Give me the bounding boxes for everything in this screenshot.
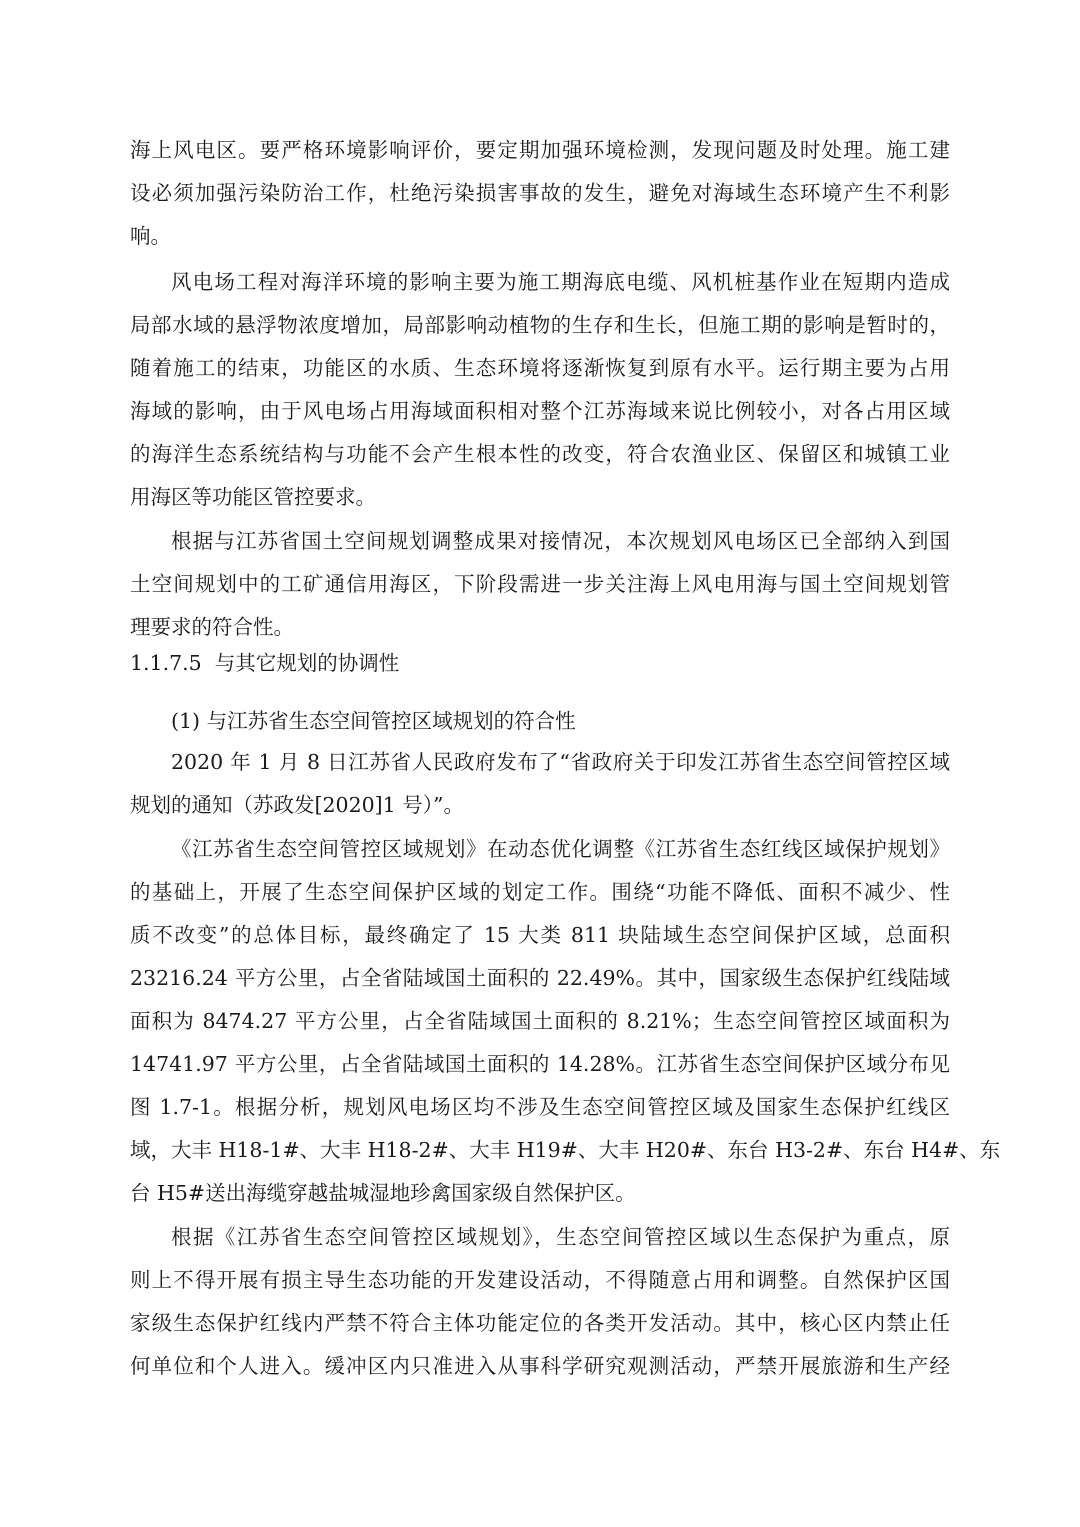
paragraph-line: 用海区等功能区管控要求。 [130,485,376,509]
paragraph-line: 的基础上，开展了生态空间保护区域的划定工作。围绕“功能不降低、面积不减少、性 [130,880,950,904]
paragraph-line: 则上不得开展有损主导生态功能的开发建设活动，不得随意占用和调整。自然保护区国 [130,1268,950,1292]
paragraph-line: 海上风电区。要严格环境影响评价，要定期加强环境检测，发现问题及时处理。施工建 [130,138,950,162]
paragraph-line: 规划的通知（苏政发[2020]1 号）”。 [130,793,464,817]
paragraph-line: 随着施工的结束，功能区的水质、生态环境将逐渐恢复到原有水平。运行期主要为占用 [130,356,950,380]
paragraph-line: 风电场工程对海洋环境的影响主要为施工期海底电缆、风机桩基作业在短期内造成 [171,270,950,294]
paragraph-line: 域，大丰 H18-1#、大丰 H18-2#、大丰 H19#、大丰 H20#、东台 H3-2#、东台 H4#、东 [130,1138,1001,1162]
paragraph-line: 面积为 8474.27 平方公里，占全省陆域国土面积的 8.21%；生态空间管控区域面积为 [130,1009,950,1033]
paragraph-line: 2020 年 1 月 8 日江苏省人民政府发布了“省政府关于印发江苏省生态空间管控区域 [171,750,950,774]
paragraph-line: 局部水域的悬浮物浓度增加，局部影响动植物的生存和生长，但施工期的影响是暂时的， [130,313,950,337]
subsection-title: 与江苏省生态空间管控区域规划的符合性 [206,709,576,733]
paragraph-line: 土空间规划中的工矿通信用海区，下阶段需进一步关注海上风电用海与国土空间规划管 [130,572,950,596]
paragraph-line: 根据与江苏省国土空间规划调整成果对接情况，本次规划风电场区已全部纳入到国 [171,529,950,553]
paragraph-line: 14741.97 平方公里，占全省陆域国土面积的 14.28%。江苏省生态空间保护区域分布见 [130,1052,950,1076]
section-number: 1.1.7.5 [130,651,202,675]
paragraph-line: 23216.24 平方公里，占全省陆域国土面积的 22.49%。其中，国家级生态保护红线陆域 [130,966,950,990]
paragraph-line: 图 1.7-1。根据分析，规划风电场区均不涉及生态空间管控区域及国家生态保护红线区 [130,1095,950,1119]
section-title: 与其它规划的协调性 [214,651,400,675]
section-heading [0,643,1080,683]
paragraph-line: 响。 [130,224,171,248]
paragraph-line: 《江苏省生态空间管控区域规划》在动态优化调整《江苏省生态红线区域保护规划》 [171,837,950,861]
paragraph-line: 设必须加强污染防治工作，杜绝污染损害事故的发生，避免对海域生态环境产生不利影 [130,181,950,205]
paragraph-line: 何单位和个人进入。缓冲区内只准进入从事科学研究观测活动，严禁开展旅游和生产经 [130,1354,950,1378]
paragraph-line: 根据《江苏省生态空间管控区域规划》，生态空间管控区域以生态保护为重点，原 [171,1225,950,1249]
paragraph-line: 理要求的符合性。 [130,615,294,639]
subsection-heading [0,701,1080,741]
paragraph-line: 台 H5#送出海缆穿越盐城湿地珍禽国家级自然保护区。 [130,1181,636,1205]
subsection-number: (1) [171,709,201,733]
paragraph-line: 质不改变”的总体目标，最终确定了 15 大类 811 块陆域生态空间保护区域，总面积 [130,923,950,947]
paragraph-line: 家级生态保护红线内严禁不符合主体功能定位的各类开发活动。其中，核心区内禁止任 [130,1311,950,1335]
paragraph-line: 海域的影响，由于风电场占用海域面积相对整个江苏海域来说比例较小，对各占用区域 [130,399,950,423]
paragraph-line: 的海洋生态系统结构与功能不会产生根本性的改变，符合农渔业区、保留区和城镇工业 [130,442,950,466]
